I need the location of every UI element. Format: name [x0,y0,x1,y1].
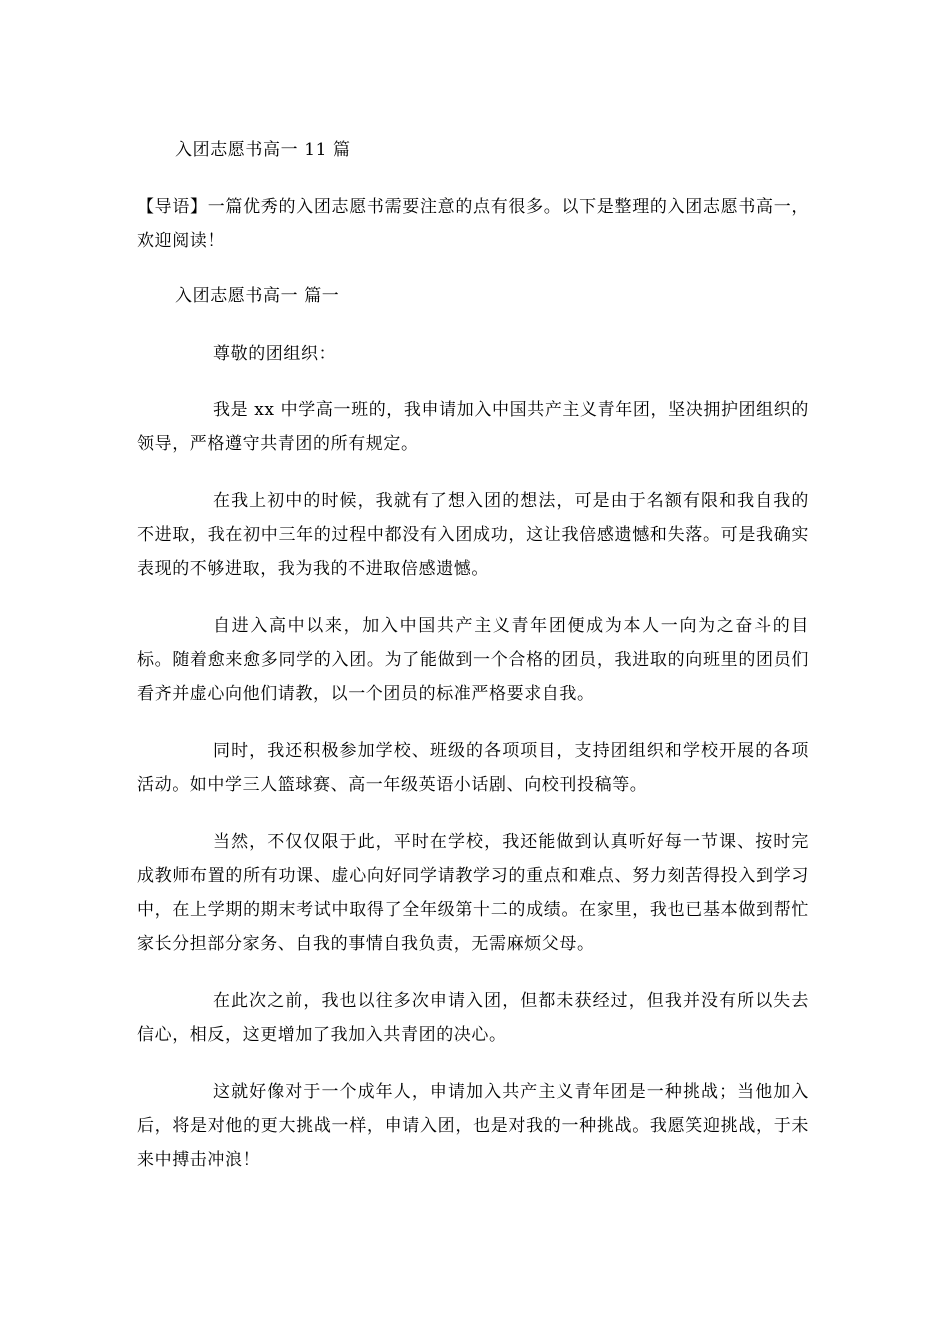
body-paragraph: 自进入高中以来，加入中国共产主义青年团便成为本人一向为之奋斗的目标。随着愈来愈多同学的入团。为了能做到一个合格的团员，我进取的向班里的团员们看齐并虚心向他们请教，以一个团员的标准严格要求自我。 [137,616,809,704]
body-paragraph: 我是 xx 中学高一班的，我申请加入中国共产主义青年团，坚决拥护团组织的领导，严格遵守共青团的所有规定。 [137,400,809,454]
document-title: 入团志愿书高一 11 篇 [175,140,351,160]
section-heading: 入团志愿书高一 篇一 [175,286,340,306]
salutation: 尊敬的团组织： [213,344,337,364]
body-paragraph: 在我上初中的时候，我就有了想入团的想法，可是由于名额有限和我自我的不进取，我在初中三年的过程中都没有入团成功，这让我倍感遗憾和失落。可是我确实表现的不够进取，我为我的不进取倍感遗憾。 [137,491,809,579]
body-paragraph: 当然，不仅仅限于此，平时在学校，我还能做到认真听好每一节课、按时完成教师布置的所有功课、虚心向好同学请教学习的重点和难点、努力刻苦得投入到学习中，在上学期的期末考试中取得了全年级第十二的成绩。在家里，我也已基本做到帮忙家长分担部分家务、自我的事情自我负责，无需麻烦父母。 [137,832,809,954]
body-paragraph: 在此次之前，我也以往多次申请入团，但都未获经过，但我并没有所以失去信心，相反，这更增加了我加入共青团的决心。 [137,991,809,1045]
body-paragraph: 这就好像对于一个成年人，申请加入共产主义青年团是一种挑战；当他加入后，将是对他的更大挑战一样，申请入团，也是对我的一种挑战。我愿笑迎挑战，于未来中搏击冲浪！ [137,1082,809,1170]
document-body [137,133,809,1200]
body-paragraph: 同时，我还积极参加学校、班级的各项项目，支持团组织和学校开展的各项活动。如中学三人篮球赛、高一年级英语小话剧、向校刊投稿等。 [137,741,809,795]
lead-paragraph: 【导语】一篇优秀的入团志愿书需要注意的点有很多。以下是整理的入团志愿书高一，欢迎阅读！ [137,197,809,251]
